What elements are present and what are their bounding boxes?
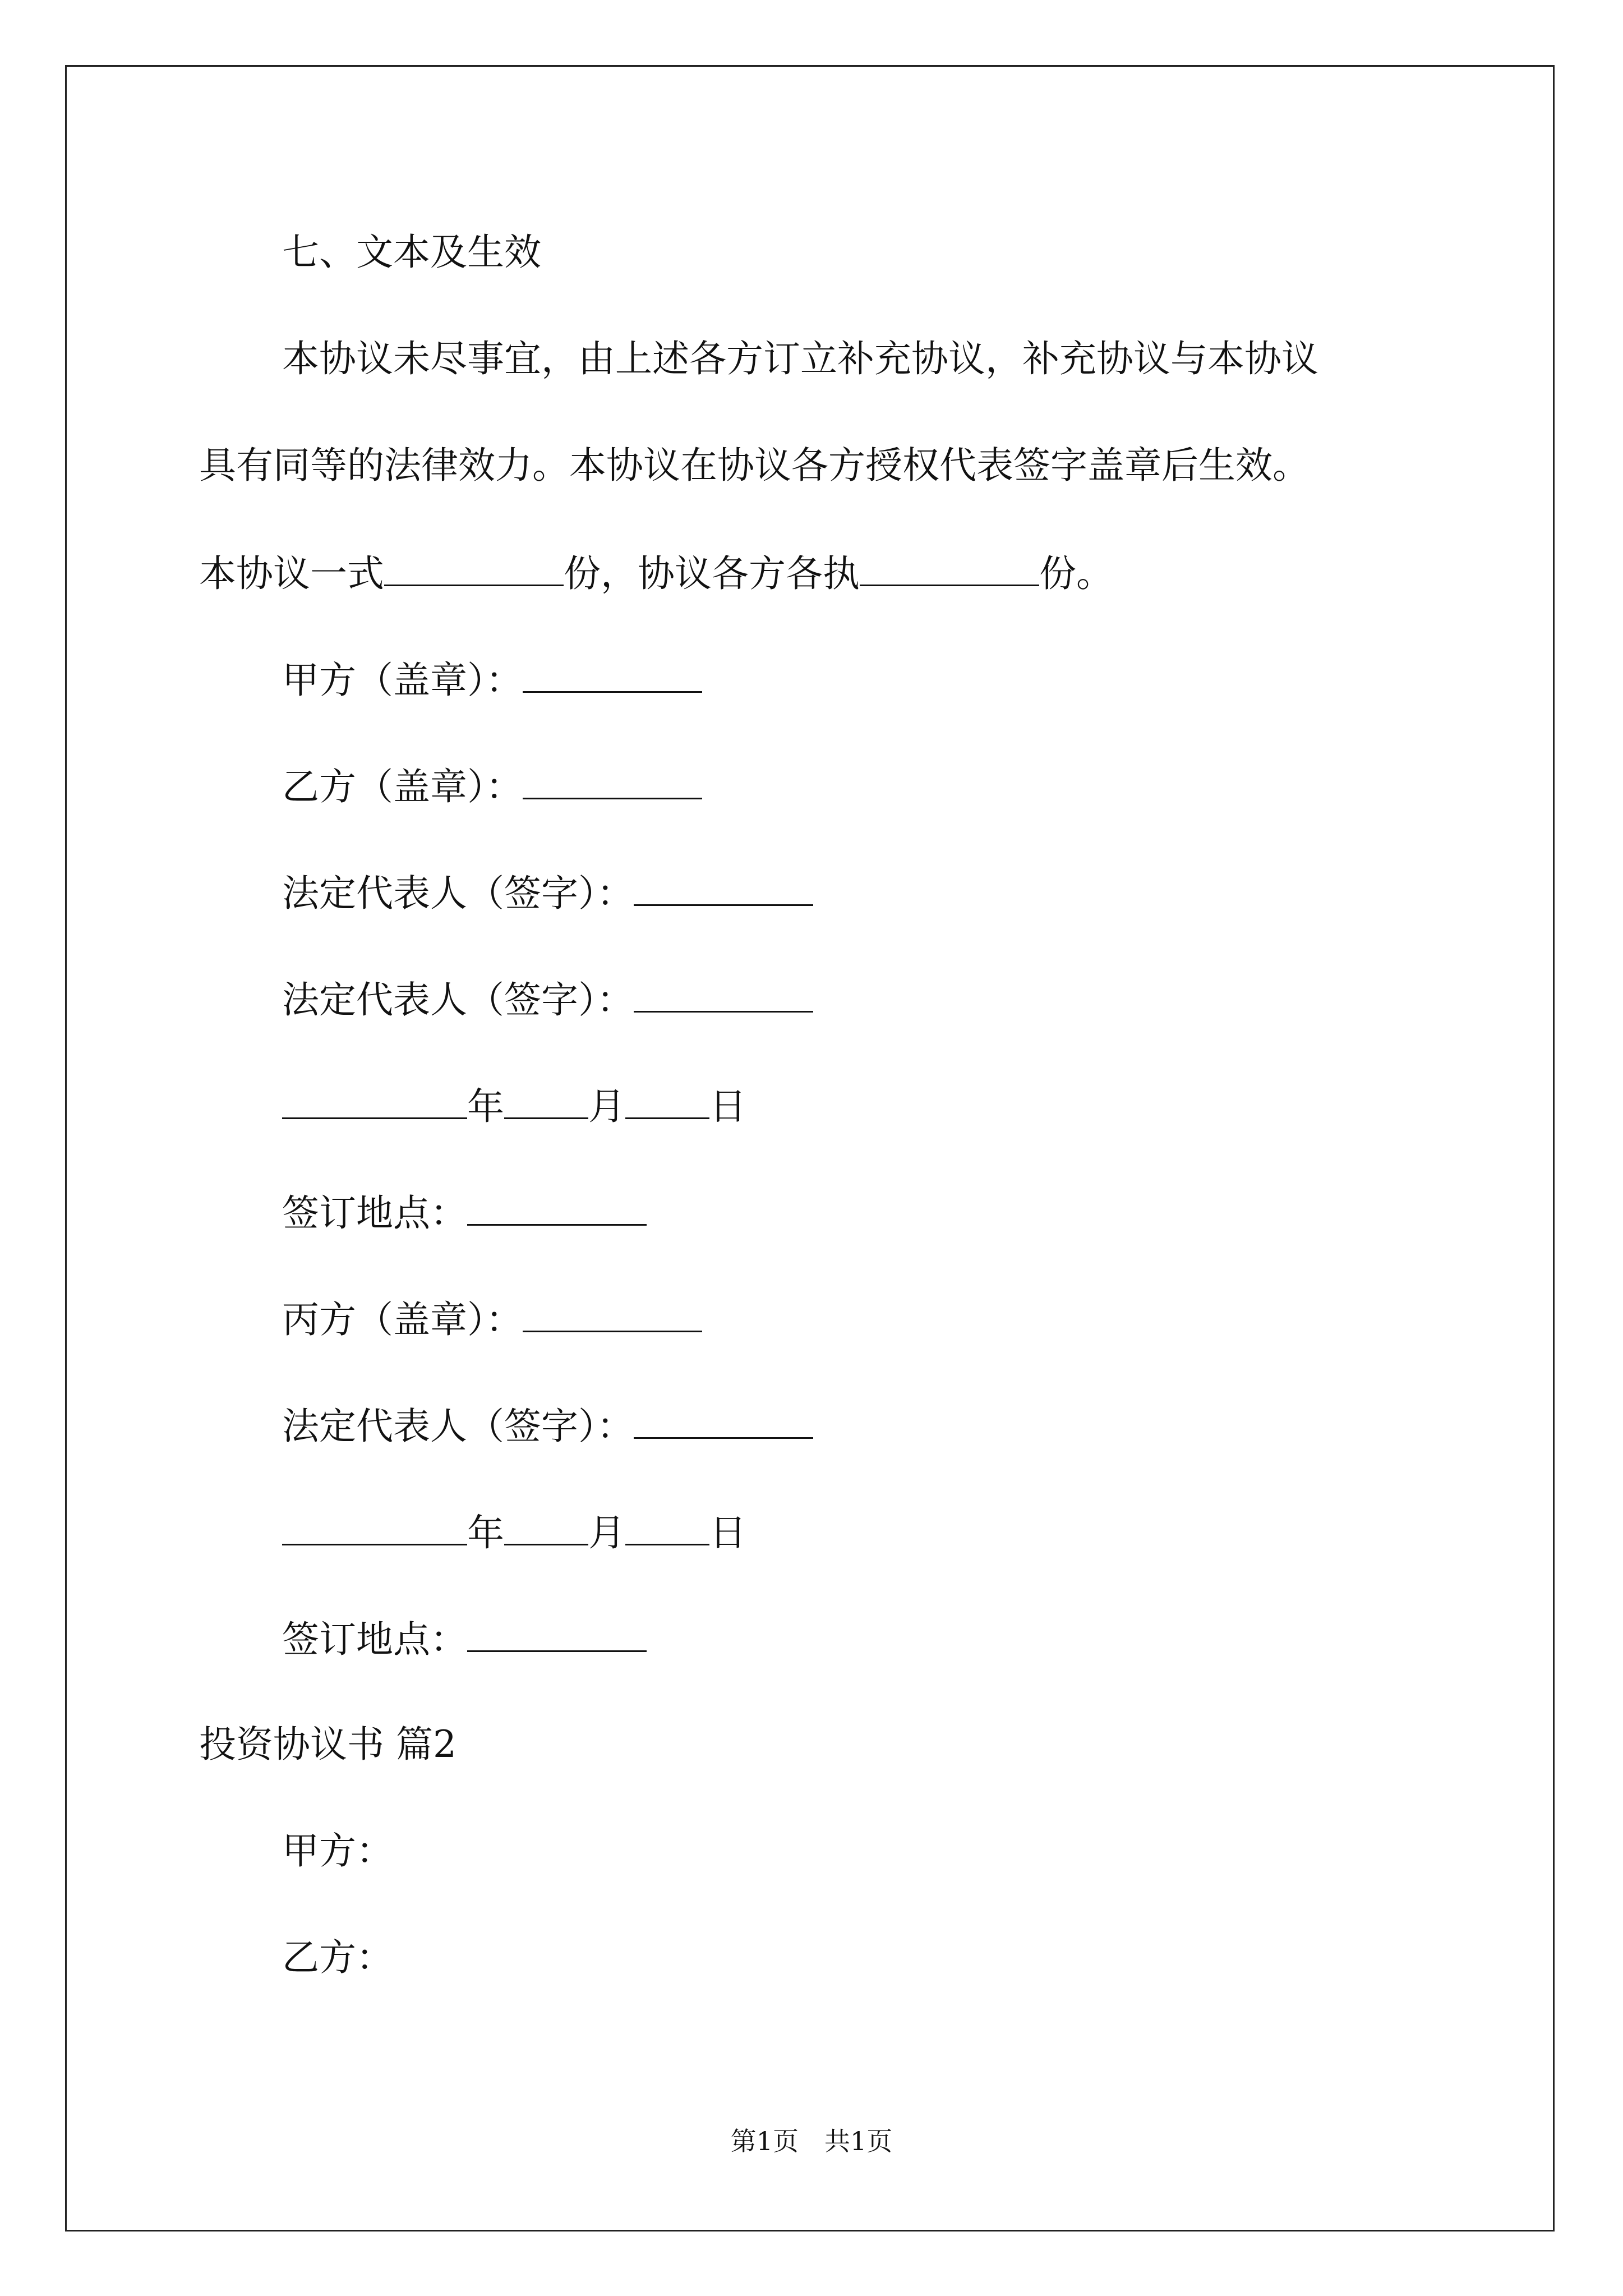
day-label-2: 日: [709, 1511, 746, 1554]
legal-rep-label-3: 法定代表人（签字）：: [282, 1405, 634, 1448]
year-label-2: 年: [467, 1511, 504, 1554]
party-a-seal-label: 甲方（盖章）：: [282, 659, 523, 702]
paragraph-line-2: 具有同等的法律效力。本协议在协议各方授权代表签字盖章后生效。: [199, 444, 1310, 487]
legal-rep-line-1: [282, 869, 813, 914]
copies-total-blank[interactable]: [384, 550, 564, 586]
legal-rep-blank-2[interactable]: [634, 976, 813, 1013]
party-b-label: 乙方：: [282, 1936, 393, 1979]
copies-each-blank[interactable]: [860, 550, 1039, 586]
party-c-seal-line: [282, 1296, 702, 1341]
legal-rep-label-1: 法定代表人（签字）：: [282, 872, 634, 915]
copies-suffix: 份。: [1039, 552, 1113, 595]
month-label-1: 月: [588, 1085, 625, 1128]
legal-rep-blank-1[interactable]: [634, 869, 813, 906]
paragraph-line-1: 本协议未尽事宜，由上述各方订立补充协议，补充协议与本协议: [282, 337, 1318, 380]
month-label-2: 月: [588, 1511, 625, 1554]
sign-place-line-2: [282, 1616, 647, 1660]
party-c-seal-label: 丙方（盖章）：: [282, 1298, 523, 1341]
day-label-1: 日: [709, 1085, 746, 1128]
year-blank-1[interactable]: [282, 1083, 467, 1119]
day-blank-1[interactable]: [625, 1083, 709, 1119]
party-b-seal-label: 乙方（盖章）：: [282, 765, 523, 808]
next-document-title: 投资协议书 篇2: [199, 1723, 457, 1766]
month-blank-1[interactable]: [504, 1083, 588, 1119]
party-b-seal-blank[interactable]: [523, 763, 702, 799]
party-a-label: 甲方：: [282, 1829, 393, 1872]
sign-place-label-2: 签订地点：: [282, 1618, 467, 1661]
sign-place-blank-2[interactable]: [467, 1616, 647, 1652]
legal-rep-blank-3[interactable]: [634, 1402, 813, 1439]
year-blank-2[interactable]: [282, 1509, 467, 1545]
sign-place-blank-1[interactable]: [467, 1189, 647, 1226]
day-blank-2[interactable]: [625, 1509, 709, 1545]
copies-label: 本协议一式: [199, 552, 384, 595]
date-line-1: [282, 1083, 746, 1128]
month-blank-2[interactable]: [504, 1509, 588, 1545]
year-label-1: 年: [467, 1085, 504, 1128]
section-heading: 七、文本及生效: [282, 231, 541, 274]
sign-place-label-1: 签订地点：: [282, 1191, 467, 1235]
legal-rep-line-3: [282, 1402, 813, 1447]
legal-rep-line-2: [282, 976, 813, 1021]
paragraph-line-3: [199, 550, 1113, 595]
party-c-seal-blank[interactable]: [523, 1296, 702, 1332]
date-line-2: [282, 1509, 746, 1554]
party-a-seal-blank[interactable]: [523, 656, 702, 693]
page-border: [65, 65, 1555, 2231]
party-b-seal-line: [282, 763, 702, 808]
sign-place-line-1: [282, 1189, 647, 1234]
copies-each-label: 份，协议各方各执: [564, 552, 860, 595]
party-a-seal-line: [282, 656, 702, 701]
legal-rep-label-2: 法定代表人（签字）：: [282, 978, 634, 1022]
page-footer: 第1页 共1页: [730, 2126, 893, 2156]
